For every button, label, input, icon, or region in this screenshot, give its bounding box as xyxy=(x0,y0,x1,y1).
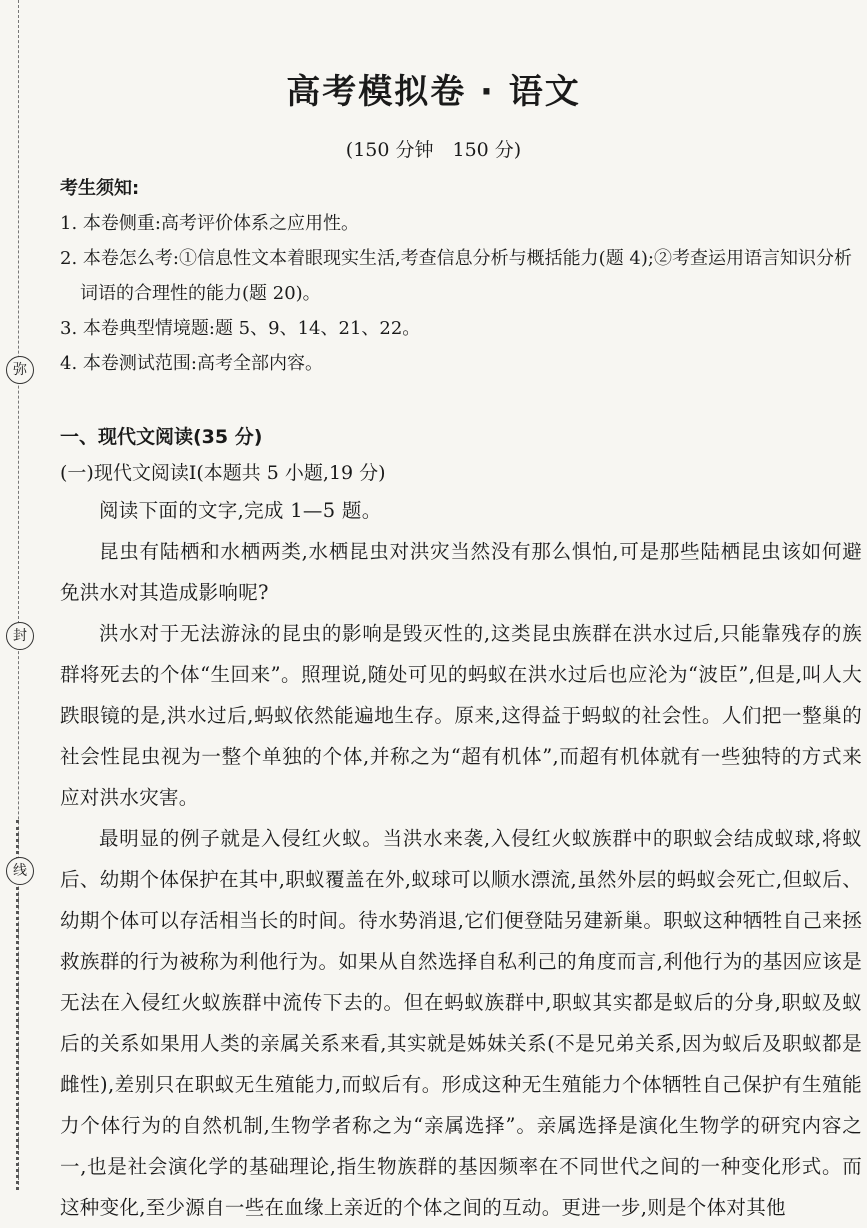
seal-mark: 封 xyxy=(6,622,34,650)
seal-mark: 弥 xyxy=(6,356,34,384)
reading-instruction: 阅读下面的文字,完成 1—5 题。 xyxy=(99,499,382,522)
passage-paragraph: 最明显的例子就是入侵红火蚁。当洪水来袭,入侵红火蚁族群中的职蚁会结成蚁球,将蚁后、幼期个体保护在其中,职蚁覆盖在外,蚁球可以顺水漂流,虽然外层的蚂蚁会死亡,但蚁后、幼期个体可以存活相当长的时间。待水势消退,它们便登陆另建新巢。职蚁这种牺牲自己来拯救族群的行为被称为利他行为。如果从自然选择自私利己的角度而言,利他行为的基因应该是无法在入侵红火蚁族群中流传下去的。但在蚂蚁族群中,职蚁其实都是蚁后的分身,职蚁及蚁后的关系如果用人类的亲属关系来看,其实就是姊妹关系(不是兄弟关系,因为蚁后及职蚁都是雌性),差别只在职蚁无生殖能力,而蚁后有。形成这种无生殖能力个体牺牲自己保护有生殖能力个体行为的自然机制,生物学者称之为“亲属选择”。亲属选择是演化生物学的研究内容之一,也是社会演化学的基础理论,指生物族群的基因频率在不同世代之间的一种变化形式。而这种变化,至少源自一些在血缘上亲近的个体之间的互动。更进一步,则是个体对其他 xyxy=(60,827,862,1219)
seal-mark: 线 xyxy=(6,857,34,885)
notice-item: 1. 本卷侧重:高考评价体系之应用性。 xyxy=(60,213,359,234)
exam-title: 高考模拟卷 · 语文 xyxy=(286,72,581,112)
exam-time-score: (150 分钟 150 分) xyxy=(345,139,522,161)
exam-content xyxy=(60,172,862,1228)
notice-item: 4. 本卷测试范围:高考全部内容。 xyxy=(60,353,323,374)
notice-heading: 考生须知: xyxy=(60,178,140,199)
passage-paragraph: 洪水对于无法游泳的昆虫的影响是毁灭性的,这类昆虫族群在洪水过后,只能靠残存的族群将死去的个体“生回来”。照理说,随处可见的蚂蚁在洪水过后也应沦为“波臣”,但是,叫人大跌眼镜的是,洪水过后,蚂蚁依然能遍地生存。原来,这得益于蚂蚁的社会性。人们把一整巢的社会性昆虫视为一整个单独的个体,并称之为“超有机体”,而超有机体就有一些独特的方式来应对洪水灾害。 xyxy=(60,622,862,809)
notice-item: 3. 本卷典型情境题:题 5、9、14、21、22。 xyxy=(60,318,421,339)
passage-paragraph: 昆虫有陆栖和水栖两类,水栖昆虫对洪灾当然没有那么惧怕,可是那些陆栖昆虫该如何避免洪水对其造成影响呢? xyxy=(60,540,862,604)
section-heading: 一、现代文阅读(35 分) xyxy=(60,426,263,448)
subsection-heading: (一)现代文阅读Ⅰ(本题共 5 小题,19 分) xyxy=(60,462,386,484)
notice-item: 2. 本卷怎么考:①信息性文本着眼现实生活,考查信息分析与概括能力(题 4);②考查运用语言知识分析词语的合理性的能力(题 20)。 xyxy=(60,248,852,304)
